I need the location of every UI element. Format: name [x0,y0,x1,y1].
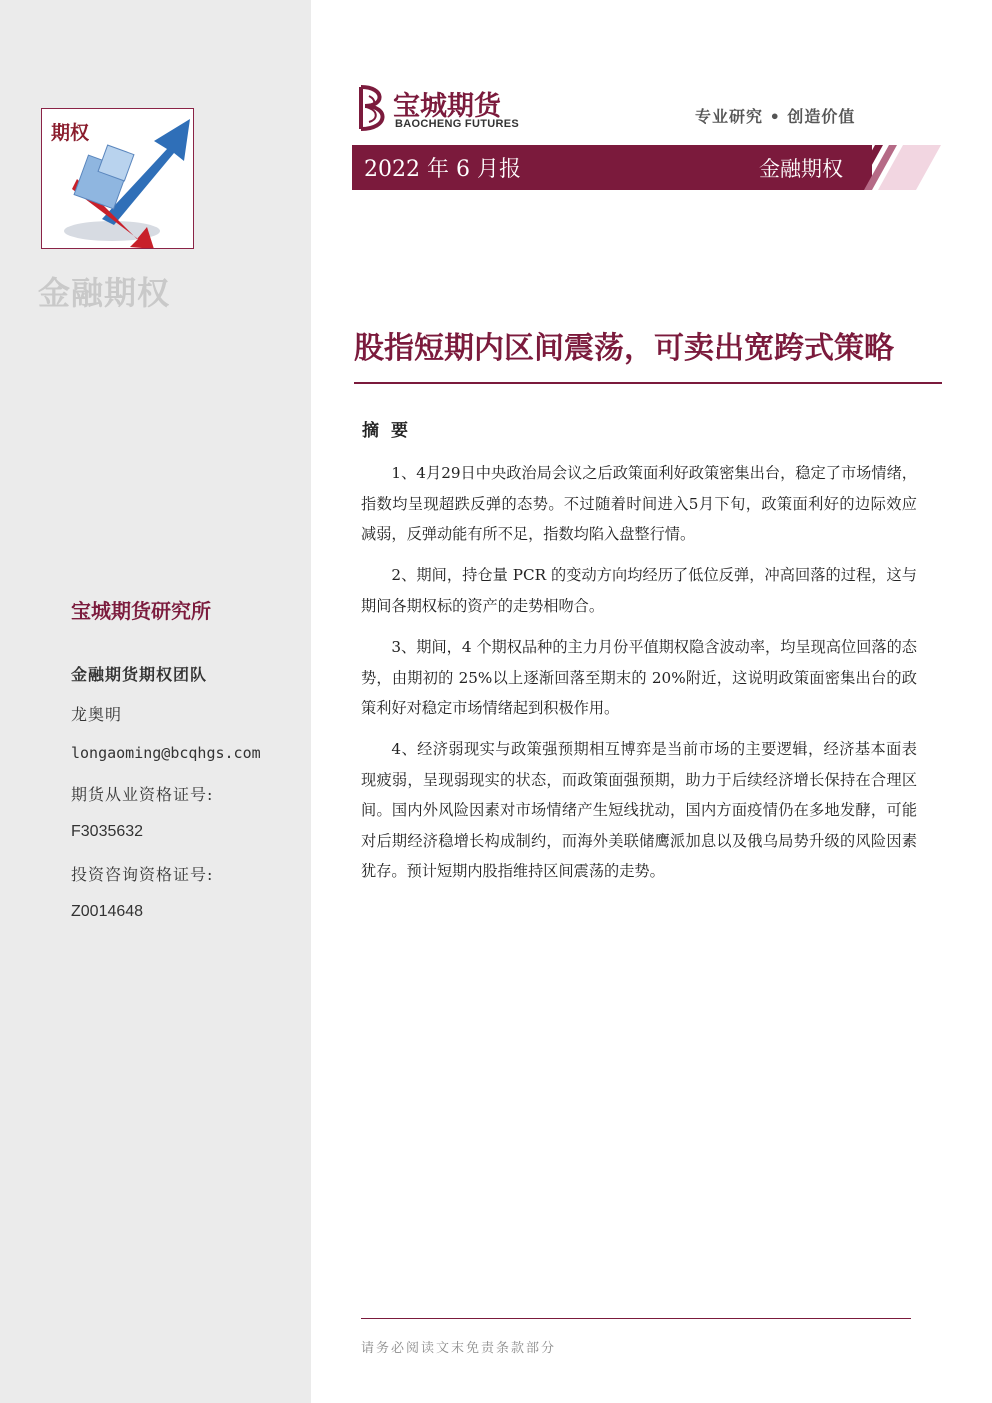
abstract-paragraph-1: 1、4月29日中央政治局会议之后政策面利好政策密集出台，稳定了市场情绪，指数均呈现超跌反弹的态势。不过随着时间进入5月下旬，政策面利好的边际效应减弱，反弹动能有所不足，指数均陷入盘整行情。 [361,464,917,543]
analyst-name: 龙奥明 [71,705,123,724]
company-logo [355,84,525,134]
logo-english: BAOCHENG FUTURES [395,118,519,130]
cover-tag: 期权 [51,122,90,144]
abstract-heading: 摘要 [362,421,420,441]
title-divider [354,382,942,384]
cover-image [41,108,194,249]
logo-mark-icon [355,84,391,132]
report-date: 2022 年 6 月报 [364,157,521,182]
sidebar-title: 金融期权 [38,274,171,312]
abstract-paragraph-2: 2、期间，持仓量 PCR 的变动方向均经历了低位反弹，冲高回落的过程，这与期间各期权标的资产的走势相吻合。 [361,566,917,615]
team-name: 金融期货期权团队 [71,665,208,684]
analyst-email[interactable]: longaoming@bcqhgs.com [71,744,261,762]
disclaimer-note: 请务必阅读文末免责条款部分 [361,1341,557,1356]
report-category: 金融期权 [759,157,843,181]
invest-cert-label: 投资咨询资格证号: [71,865,214,884]
institute-name: 宝城期货研究所 [71,599,211,623]
page-title: 股指短期内区间震荡，可卖出宽跨式策略 [354,331,894,366]
futures-cert-label: 期货从业资格证号: [71,785,214,804]
logo-chinese: 宝城期货 [393,91,501,122]
up-arrow-cube-icon [42,109,194,249]
invest-cert-number: Z0014648 [71,903,144,920]
footer-divider [361,1318,911,1319]
abstract-paragraph-4: 4、经济弱现实与政策强预期相互博弈是当前市场的主要逻辑，经济基本面表现疲弱，呈现弱现实的状态，而政策面强预期，助力于后续经济增长保持在合理区间。国内外风险因素对市场情绪产生短线扰动，国内方面疫情仍在多地发酵，可能对后期经济稳增长构成制约，而海外美联储鹰派加息以及俄乌局势升级的风险因素犹存。预计短期内股指维持区间震荡的走势。 [361,740,917,880]
futures-cert-number: F3035632 [71,823,144,840]
banner-stripes-icon [845,145,945,190]
abstract-paragraph-3: 3、期间，4 个期权品种的主力月份平值期权隐含波动率，均呈现高位回落的态势，由期初的 25%以上逐渐回落至期末的 20%附近，这说明政策面密集出台的政策利好对稳定市场情绪起到积极作用。 [361,638,917,717]
sidebar [0,0,311,1403]
slogan: 专业研究 • 创造价值 [695,107,856,126]
